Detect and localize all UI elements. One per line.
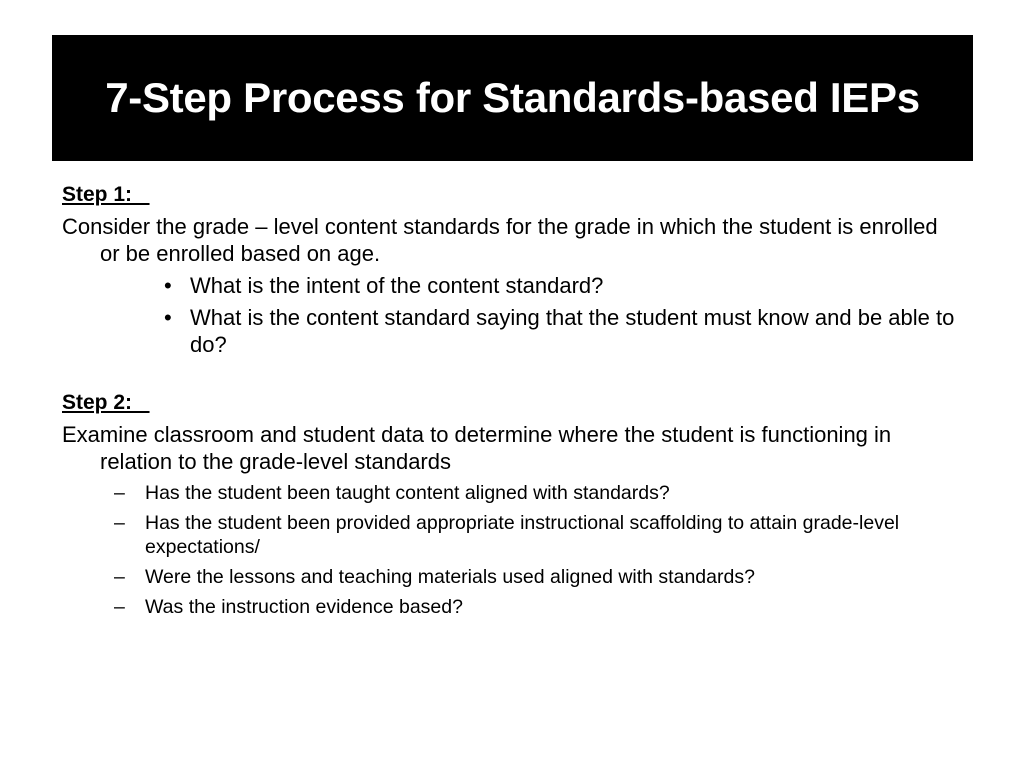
dash-text: Has the student been provided appropriate instructional scaffolding to attain grade-level expectations/	[145, 512, 900, 558]
step-2-text: Examine classroom and student data to determine where the student is functioning in relation to the grade-level standards	[62, 422, 892, 474]
step-1-text: Consider the grade – level content standards for the grade in which the student is enrolled or be enrolled based on age.	[62, 214, 938, 266]
list-item	[62, 595, 962, 619]
list-item	[62, 511, 962, 559]
step-1-bullet-list	[62, 272, 962, 358]
dash-icon: –	[114, 596, 125, 618]
step-1-heading: Step 1:	[62, 183, 150, 206]
list-item	[62, 304, 962, 358]
bullet-icon: •	[164, 273, 172, 298]
slide-title: 7-Step Process for Standards-based IEPs	[105, 74, 920, 121]
title-bar	[52, 35, 973, 161]
list-item	[62, 481, 962, 505]
bullet-icon: •	[164, 305, 172, 330]
dash-icon: –	[114, 512, 125, 534]
dash-text: Were the lessons and teaching materials used aligned with standards?	[145, 566, 755, 588]
dash-text: Has the student been taught content aligned with standards?	[145, 482, 670, 504]
list-item	[62, 565, 962, 589]
bullet-text: What is the content standard saying that the student must know and be able to do?	[190, 305, 955, 357]
spacer	[62, 358, 962, 388]
dash-icon: –	[114, 566, 125, 588]
dash-text: Was the instruction evidence based?	[145, 596, 463, 618]
step-2-dash-list	[62, 481, 962, 619]
list-item	[62, 272, 962, 299]
slide-body	[62, 180, 962, 619]
step-2-heading: Step 2:	[62, 391, 150, 414]
dash-icon: –	[114, 482, 125, 504]
bullet-text: What is the intent of the content standard?	[190, 273, 604, 298]
